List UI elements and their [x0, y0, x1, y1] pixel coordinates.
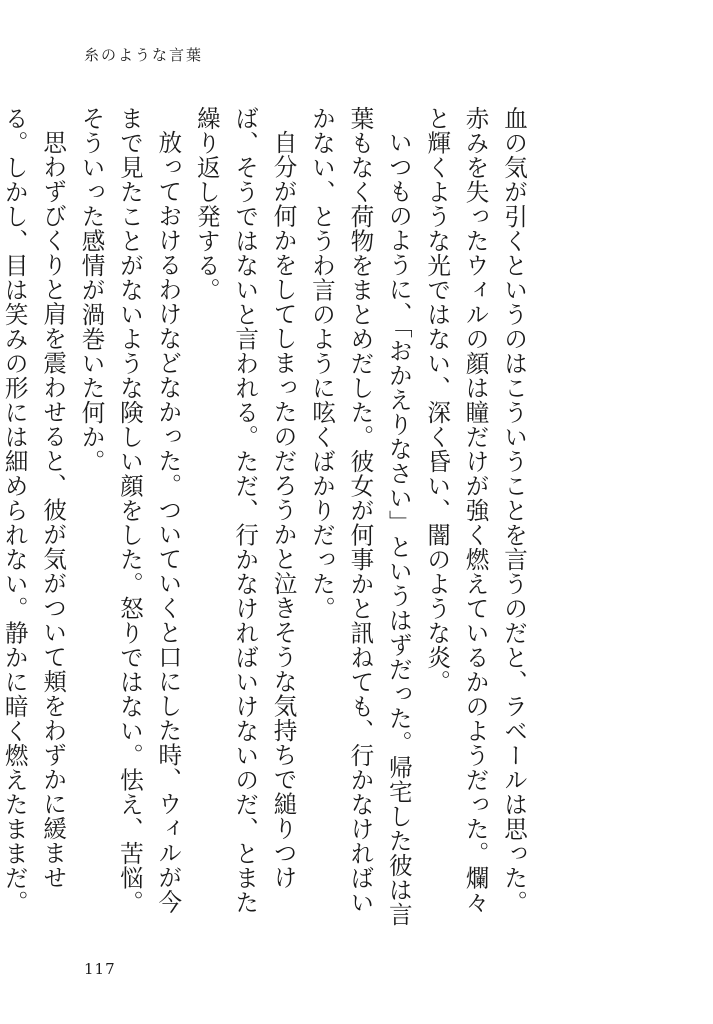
- paragraph: 思わずびくりと肩を震わせると、彼が気がついて頬をわずかに緩ませる。しかし、目は笑みの形には細められない。静かに暗く燃えたままだ。: [0, 106, 68, 915]
- paragraph: 自分が何かをしてしまったのだろうかと泣きそうな気持ちで縋りつけば、そうではないと言われる。ただ、行かなければいけないのだ、とまた繰り返し発する。: [192, 106, 298, 915]
- paragraph: いつものように、「おかえりなさい」というはずだった。帰宅した彼は言葉もなく荷物をまとめだした。彼女が何事かと訊ねても、行かなければいかない、とうわ言のように呟くばかりだった。: [307, 106, 413, 927]
- running-head: 糸のような言葉: [84, 46, 204, 64]
- paragraph: 血の気が引くというのはこういうことを言うのだと、ラベールは思った。赤みを失ったウィルの顔は瞳だけが強く燃えているかのようだった。爛々と輝くような光ではない、深く昏い、闇のような炎。: [423, 106, 528, 915]
- paragraph: 放っておけるわけなどなかった。ついていくと口にした時、ウィルが今まで見たことがないような険しい顔をした。怒りではない。怯え、苦悩。そういった感情が渦巻いた何か。: [77, 106, 183, 915]
- page-number: 117: [84, 960, 116, 978]
- body-text: [0, 106, 533, 936]
